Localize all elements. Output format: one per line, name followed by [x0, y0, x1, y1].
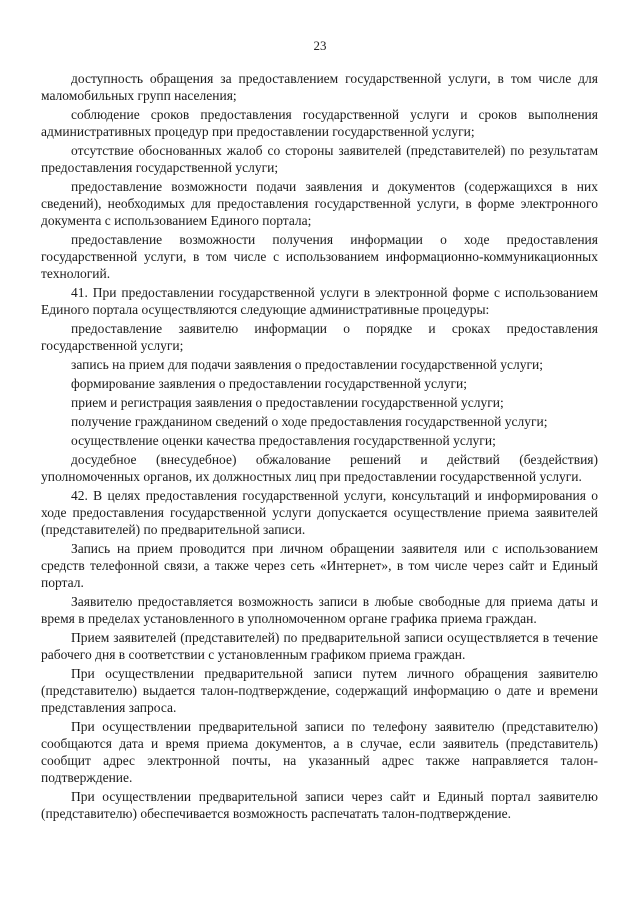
- paragraph: прием и регистрация заявления о предоставлении государственной услуги;: [71, 395, 504, 410]
- paragraph: доступность обращения за предоставлением государственной услуги, в том числе для маломобильных групп населения;: [41, 71, 598, 103]
- page-number: 23: [313, 38, 327, 53]
- paragraph: предоставление возможности подачи заявления и документов (содержащихся в них сведений), необходимых для предоставления государственной услуги, в форме электронного документа с использованием Единого портала;: [41, 179, 598, 228]
- paragraph: предоставление заявителю информации о порядке и сроках предоставления государственной услуги;: [41, 321, 598, 353]
- document-body: [41, 70, 598, 824]
- paragraph: При осуществлении предварительной записи через сайт и Единый портал заявителю (представителю) обеспечивается возможность распечатать талон-подтверждение.: [41, 789, 598, 821]
- paragraph: получение гражданином сведений о ходе предоставления государственной услуги;: [71, 414, 548, 429]
- paragraph: соблюдение сроков предоставления государственной услуги и сроков выполнения административных процедур при предоставлении государственной услуги;: [41, 107, 598, 139]
- paragraph: отсутствие обоснованных жалоб со стороны заявителей (представителей) по результатам предоставления государственной услуги;: [41, 143, 598, 175]
- paragraph-section-42: 42. В целях предоставления государственной услуги, консультаций и информирования о ходе предоставления государственной услуги допускается осуществление приема заявителей (представителей) по предварительной записи.: [41, 488, 598, 537]
- paragraph: Запись на прием проводится при личном обращении заявителя или с использованием средств телефонной связи, а также через сеть «Интернет», в том числе через сайт и Единый портал.: [41, 541, 598, 590]
- paragraph: запись на прием для подачи заявления о предоставлении государственной услуги;: [71, 357, 544, 372]
- paragraph: досудебное (внесудебное) обжалование решений и действий (бездействия) уполномоченных органов, их должностных лиц при предоставлении государственной услуги.: [41, 452, 598, 484]
- paragraph: осуществление оценки качества предоставления государственной услуги;: [71, 433, 496, 448]
- paragraph: предоставление возможности получения информации о ходе предоставления государственной услуги, в том числе с использованием информационно-коммуникационных технологий.: [41, 232, 598, 281]
- paragraph: формирование заявления о предоставлении государственной услуги;: [71, 376, 468, 391]
- paragraph: Заявителю предоставляется возможность записи в любые свободные для приема даты и время в пределах установленного в уполномоченном органе графика приема граждан.: [41, 594, 598, 626]
- paragraph: Прием заявителей (представителей) по предварительной записи осуществляется в течение рабочего дня в соответствии с установленным графиком приема граждан.: [41, 630, 598, 662]
- paragraph-section-41: 41. При предоставлении государственной услуги в электронной форме с использованием Единого портала осуществляются следующие административные процедуры:: [41, 285, 598, 317]
- paragraph: При осуществлении предварительной записи путем личного обращения заявителю (представителю) выдается талон-подтверждение, содержащий информацию о дате и времени представления запроса.: [41, 666, 598, 715]
- paragraph: При осуществлении предварительной записи по телефону заявителю (представителю) сообщаются дата и время приема документов, а в случае, если заявитель (представитель) сообщит адрес электронной почты, на указанный адрес также направляется талон-подтверждение.: [41, 719, 598, 785]
